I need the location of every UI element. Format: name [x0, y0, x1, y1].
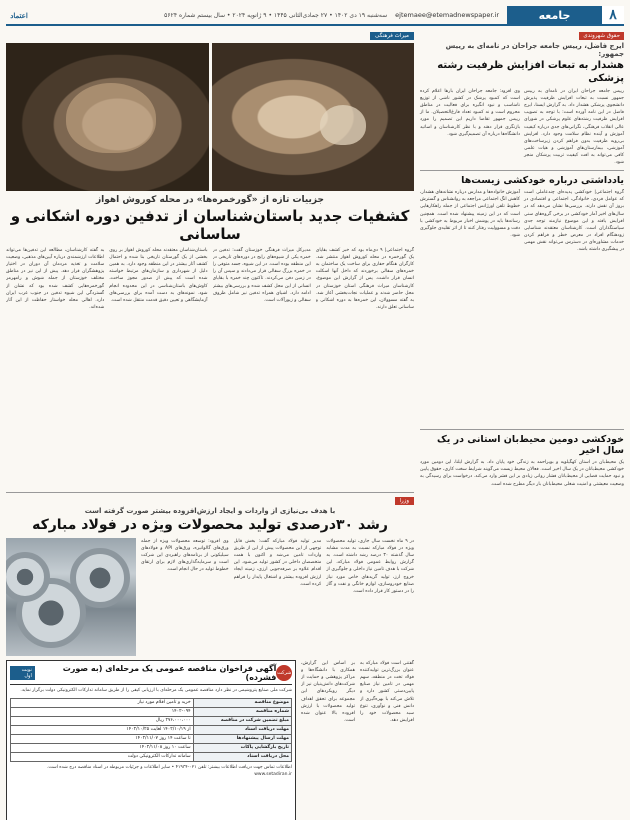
ad-field-value: سامانه تدارکات الکترونیکی دولت: [11, 752, 194, 761]
divider: [420, 170, 624, 171]
divider: [420, 429, 624, 430]
ad-field-value: ۲۷۶،۰۰۰،۰۰۰ ریال: [11, 716, 194, 725]
right-story3-body: یک محیط‌بان در استان کهگیلویه و بویراحمد به زندگی خود پایان داد. به گزارش ایلنا، این دومین مورد خودکشی محیط‌بانان در یک سال اخیر است. فعالان محیط زیست می‌گویند شرایط سخت کاری، حقوق پایین و نبود حمایت قضایی از محیط‌بانان فشار روانی زیادی بر این قشر وارد می‌کند. درخواست برای رسیدگی به وضعیت معیشتی و امنیت شغلی محیط‌بانان بار دیگر مطرح شده است.: [420, 460, 624, 487]
ad-field-label: مهلت دریافت اسناد: [193, 725, 291, 734]
right-story2-body: [420, 189, 624, 425]
steel-story: [6, 488, 414, 820]
main-col-2: مدیرکل میراث فرهنگی خوزستان گفت: تدفین در خمره یکی از شیوه‌های رایج در دوره‌های تاریخی در این منطقه بوده است. در این شیوه، جسد متوفی را در خمره بزرگ سفالی قرار می‌دادند و سپس آن را در زمین دفن می‌کردند. تاکنون چند خمره با بقایای انسانی از این محل کشف شده و بررسی‌های بیشتر ادامه دارد. اشیای همراه تدفین نیز شامل ظروف سفالی و زیورآلات است.: [212, 248, 311, 303]
right-column: [420, 32, 624, 814]
ad-field-label: مهلت ارسال پیشنهادها: [193, 734, 291, 743]
ad-field-label: محل دریافت اسناد: [193, 752, 291, 761]
ad-table-row: [11, 734, 292, 743]
ad-title: آگهی فراخوان مناقصه عمومی یک مرحله‌ای (به صورت فشرده): [62, 664, 277, 682]
ad-field-value: تا ساعت ۱۴ روز ۱۴۰۲/۱۱/۰۷: [11, 734, 194, 743]
steel-kicker-row: [6, 497, 414, 505]
page-header: [6, 6, 624, 26]
main-subhead: جزییات تازه از «گورخمره‌ها» در محله کوروش اهواز: [95, 195, 325, 205]
right-kicker: حقوق شهروندی: [579, 32, 624, 40]
ad-field-value: ۱۴۰۲-۰۹۴: [11, 707, 194, 716]
page-number: ۸: [602, 6, 624, 24]
right-story-body: [420, 88, 624, 166]
steel-col-5: بر اساس این گزارش، همکاری با دانشگاه‌ها و مراکز پژوهشی و حمایت از شرکت‌های دانش‌بنیان نیز از دیگر رویکردهای این مجموعه برای تحقق اهداف تولید محصولات با ارزش افزوده بالا عنوان شده است.: [301, 661, 355, 723]
steel-subhead: با هدف بی‌نیازی از واردات و ایجاد ارزش‌افزوده بیشتر صورت گرفته است: [84, 507, 336, 515]
ad-field-label: مبلغ تضمین شرکت در مناقصه: [193, 716, 291, 725]
steel-col-2: مدیر تولید فولاد مبارکه گفت: بخش قابل توجهی از این محصولات پیش از این از طریق واردات تامین می‌شد و اکنون با همت متخصصان داخلی در کشور تولید می‌شود. این اقدام علاوه بر صرفه‌جویی ارزی، زمینه ایجاد ارزش افزوده بیشتر و اشتغال پایدار را فراهم کرده است.: [233, 539, 322, 587]
steel-bottom-row: [6, 660, 414, 820]
ad-intro: شرکت ملی صنایع پتروشیمی در نظر دارد مناقصه عمومی یک مرحله‌ای با ارزیابی کیفی را از طریق سامانه تدارکات الکترونیکی دولت برگزار نماید.: [20, 688, 292, 693]
ad-field-label: تاریخ بازگشایی پاکات: [193, 743, 291, 752]
ad-table-row: [11, 707, 292, 716]
ad-table: [10, 698, 292, 762]
divider: [6, 492, 414, 493]
ad-table-row: [11, 743, 292, 752]
right-headline-2[interactable]: یادداشتی درباره خودکشی زیست‌ها: [461, 175, 624, 187]
right-subhead: ایرج فاضل، رییس جامعه جراحان در نامه‌ای به رییس جمهور:: [445, 42, 624, 58]
main-photos: [6, 43, 414, 191]
section-title: جامعه: [507, 6, 602, 24]
main-col-3: باستان‌شناسان معتقدند محله کوروش اهواز بر روی بخشی از یک گورستان تاریخی بنا شده و احتمال کشف آثار بیشتر در این منطقه وجود دارد. به همین دلیل از شهرداری و سازمان‌های مرتبط خواسته شده است که پیش از صدور مجوز ساخت، کاوش‌های باستان‌شناسی در این محدوده انجام شود. نمونه‌های به دست آمده برای بررسی‌های آزمایشگاهی و تعیین دقیق قدمت منتقل شده است.: [109, 248, 208, 303]
ad-header: [10, 664, 292, 685]
ad-field-label: موضوع مناقصه: [193, 698, 291, 707]
main-headline-block: [6, 195, 414, 243]
ad-table-row: [11, 716, 292, 725]
steel-story-body: [6, 538, 414, 656]
main-story-tag: میراث فرهنگی: [370, 32, 414, 40]
main-headline[interactable]: کشفیات جدید باستان‌شناسان از تدفین دوره اشکانی و ساسانی: [10, 207, 410, 243]
right-story-col-2: وی افزود: جامعه جراحان ایران بارها اعلام کرده است که کمبود پزشک در کشور ناشی از توزیع نامناسب و نبود انگیزه برای فعالیت در مناطق محروم است و نه کمبود تعداد فارغ‌التحصیلان. ما از رییس جمهور تقاضا داریم این تصمیم را مورد بازنگری قرار دهند و با نظر کارشناسان و اساتید دانشگاه‌ها درباره آن تصمیم‌گیری شود.: [420, 89, 520, 137]
company-logo-icon: شرکت: [276, 665, 292, 681]
skull-remains: [320, 105, 366, 145]
excavation-photo-left: [6, 43, 209, 191]
newspaper-logo: اعتماد: [10, 10, 28, 20]
ad-field-value: ساعت ۱۰ روز ۱۴۰۲/۱۱/۰۸: [11, 743, 194, 752]
clay-jar: [66, 83, 156, 153]
main-story-body: [6, 247, 414, 435]
ad-field-value: خرید و تامین اقلام مورد نیاز: [11, 698, 194, 707]
main-area: [6, 32, 414, 814]
right-headline[interactable]: هشدار به تبعات افزایش ظرفیت رشته پزشکی: [437, 60, 624, 84]
dateline: سه‌شنبه ۱۹ دی ۱۴۰۲ • ۲۷ جمادی‌الثانی ۱۴۴۵ • ۹ ژانویه ۲۰۲۴ • سال بیستم شماره ۵۶۲۴: [164, 11, 388, 19]
section-email[interactable]: ejtemaee@etemadnewspaper.ir: [395, 11, 499, 19]
right-story2-col-2: آموزش خانواده‌ها و مدارس درباره نشانه‌های هشدار، کاهش انگ اجتماعی مراجعه به روانشناس و گسترش خطوط تلفن اورژانس اجتماعی از جمله راهکارهایی است که در این زمینه پیشنهاد شده است. همچنین رسانه‌ها باید در پوشش اخبار مربوط به خودکشی با دقت و مسوولیت رفتار کنند تا از اثر تقلیدی جلوگیری شود.: [420, 190, 520, 238]
steel-tag: وزرا: [395, 497, 415, 505]
main-col-4: به گفته کارشناسان، مطالعه این تدفین‌ها می‌تواند اطلاعات ارزشمندی درباره آیین‌های مذهبی، وضعیت سلامت و تغذیه مردمان آن دوران در اختیار پژوهشگران قرار دهد. پیش از این نیز در مناطق مختلف خوزستان از جمله شوش و رامهرمز گورخمره‌هایی کشف شده بود که نشان از گستردگی این شیوه تدفین در جنوب غرب ایران دارد. اهالی محله خواستار حفاظت از این آثار شده‌اند.: [6, 248, 105, 310]
steel-coils-photo: [6, 538, 136, 656]
steel-col-4: گفتنی است فولاد مبارکه به عنوان بزرگ‌ترین تولیدکننده فولاد تخت در منطقه، سهم مهمی در تامین نیاز صنایع پایین‌دستی کشور دارد و تلاش می‌کند با بهره‌گیری از دانش فنی و نوآوری، تنوع سبد محصولات خود را افزایش دهد.: [360, 661, 414, 723]
excavation-photo-right: [212, 43, 415, 191]
ad-table-row: [11, 752, 292, 761]
tender-advertisement: [6, 660, 296, 820]
ad-table-row: [11, 698, 292, 707]
right-story-col-1: رییس جامعه جراحان ایران در نامه‌ای به رییس جمهور نسبت به تبعات افزایش ظرفیت پذیرش دانشجوی پزشکی هشدار داد. به گزارش ایسنا، ایرج فاضل در این نامه آورده است: با توجه به تصویب افزایش ظرفیت رشته‌های علوم پزشکی در شورای عالی انقلاب فرهنگی، نگرانی‌های جدی درباره کیفیت آموزش و آینده نظام سلامت وجود دارد. افزایش بی‌رویه ظرفیت بدون فراهم کردن زیرساخت‌های آموزشی، بیمارستان‌های آموزشی و هیات علمی کافی می‌تواند به افت کیفیت تربیت پزشکان منجر شود.: [524, 89, 624, 166]
ad-field-label: شماره مناقصه: [193, 707, 291, 716]
ad-footer: اطلاعات تماس جهت دریافت اطلاعات بیشتر: تلفن ۰۲۱-۴۱۹۳۴ • سایر اطلاعات و جزئیات مربوطه در اسناد مناقصه درج شده است. www.setadiran.ir: [46, 764, 292, 777]
right-story2-col-1: گروه اجتماعی| خودکشی پدیده‌ای چندعاملی است که عوامل فردی، خانوادگی، اجتماعی و اقتصادی در بروز آن نقش دارند. بررسی‌ها نشان می‌دهد که در سال‌های اخیر آمار خودکشی در برخی گروه‌های سنی افزایش یافته و این موضوع نیازمند توجه جدی سیاستگذاران است. کارشناسان معتقدند شناسایی زودهنگام افراد در معرض خطر و فراهم کردن خدمات مشاوره‌ای در دسترس می‌تواند نقش مهمی در پیشگیری داشته باشد.: [524, 190, 624, 253]
steel-col-3: وی افزود: توسعه محصولات ویژه از جمله ورق‌های گالوانیزه، ورق‌های API و فولادهای سیلیکونی از برنامه‌های راهبردی این شرکت است و سرمایه‌گذاری‌های لازم برای ارتقای خطوط تولید در حال انجام است.: [140, 539, 229, 573]
steel-col-1: در ۹ ماه نخست سال جاری، تولید محصولات ویژه در فولاد مبارکه نسبت به مدت مشابه سال گذشته ۳۰ درصد رشد داشته است. به گزارش روابط عمومی فولاد مبارکه، این شرکت با هدف تامین نیاز داخلی و جلوگیری از خروج ارز، تولید گریدهای خاص مورد نیاز صنایع خودروسازی، لوازم خانگی و نفت و گاز را در دستور کار قرار داده است.: [326, 539, 414, 594]
steel-headline[interactable]: رشد ۳۰درصدی تولید محصولات ویژه در فولاد مبارکه: [32, 517, 388, 533]
main-col-1: گروه اجتماعی| ۹ دی‌ماه بود که خبر کشف بقایای یک گورخمره در محله کوروش اهواز منتشر شد. کارگران هنگام حفاری برای ساخت یک ساختمان به خمره‌های سفالی برخوردند که داخل آنها اسکلت انسان قرار داشت. پس از گزارش این موضوع، کارشناسان میراث فرهنگی استان خوزستان در محل حاضر شدند و عملیات نجات‌بخشی آغاز شد. به گفته مسوولان، این خمره‌ها به دوره اشکانی و ساسانی تعلق دارند.: [315, 248, 414, 310]
ad-table-row: [11, 725, 292, 734]
ad-field-value: از ۱۴۰۲/۱۰/۱۹ لغایت ۱۴۰۲/۱۰/۲۵: [11, 725, 194, 734]
ad-badge: نوبت اول: [10, 666, 35, 680]
right-headline-3[interactable]: خودکشی دومین محیط‌بان استانی در یک سال اخیر: [437, 434, 624, 457]
